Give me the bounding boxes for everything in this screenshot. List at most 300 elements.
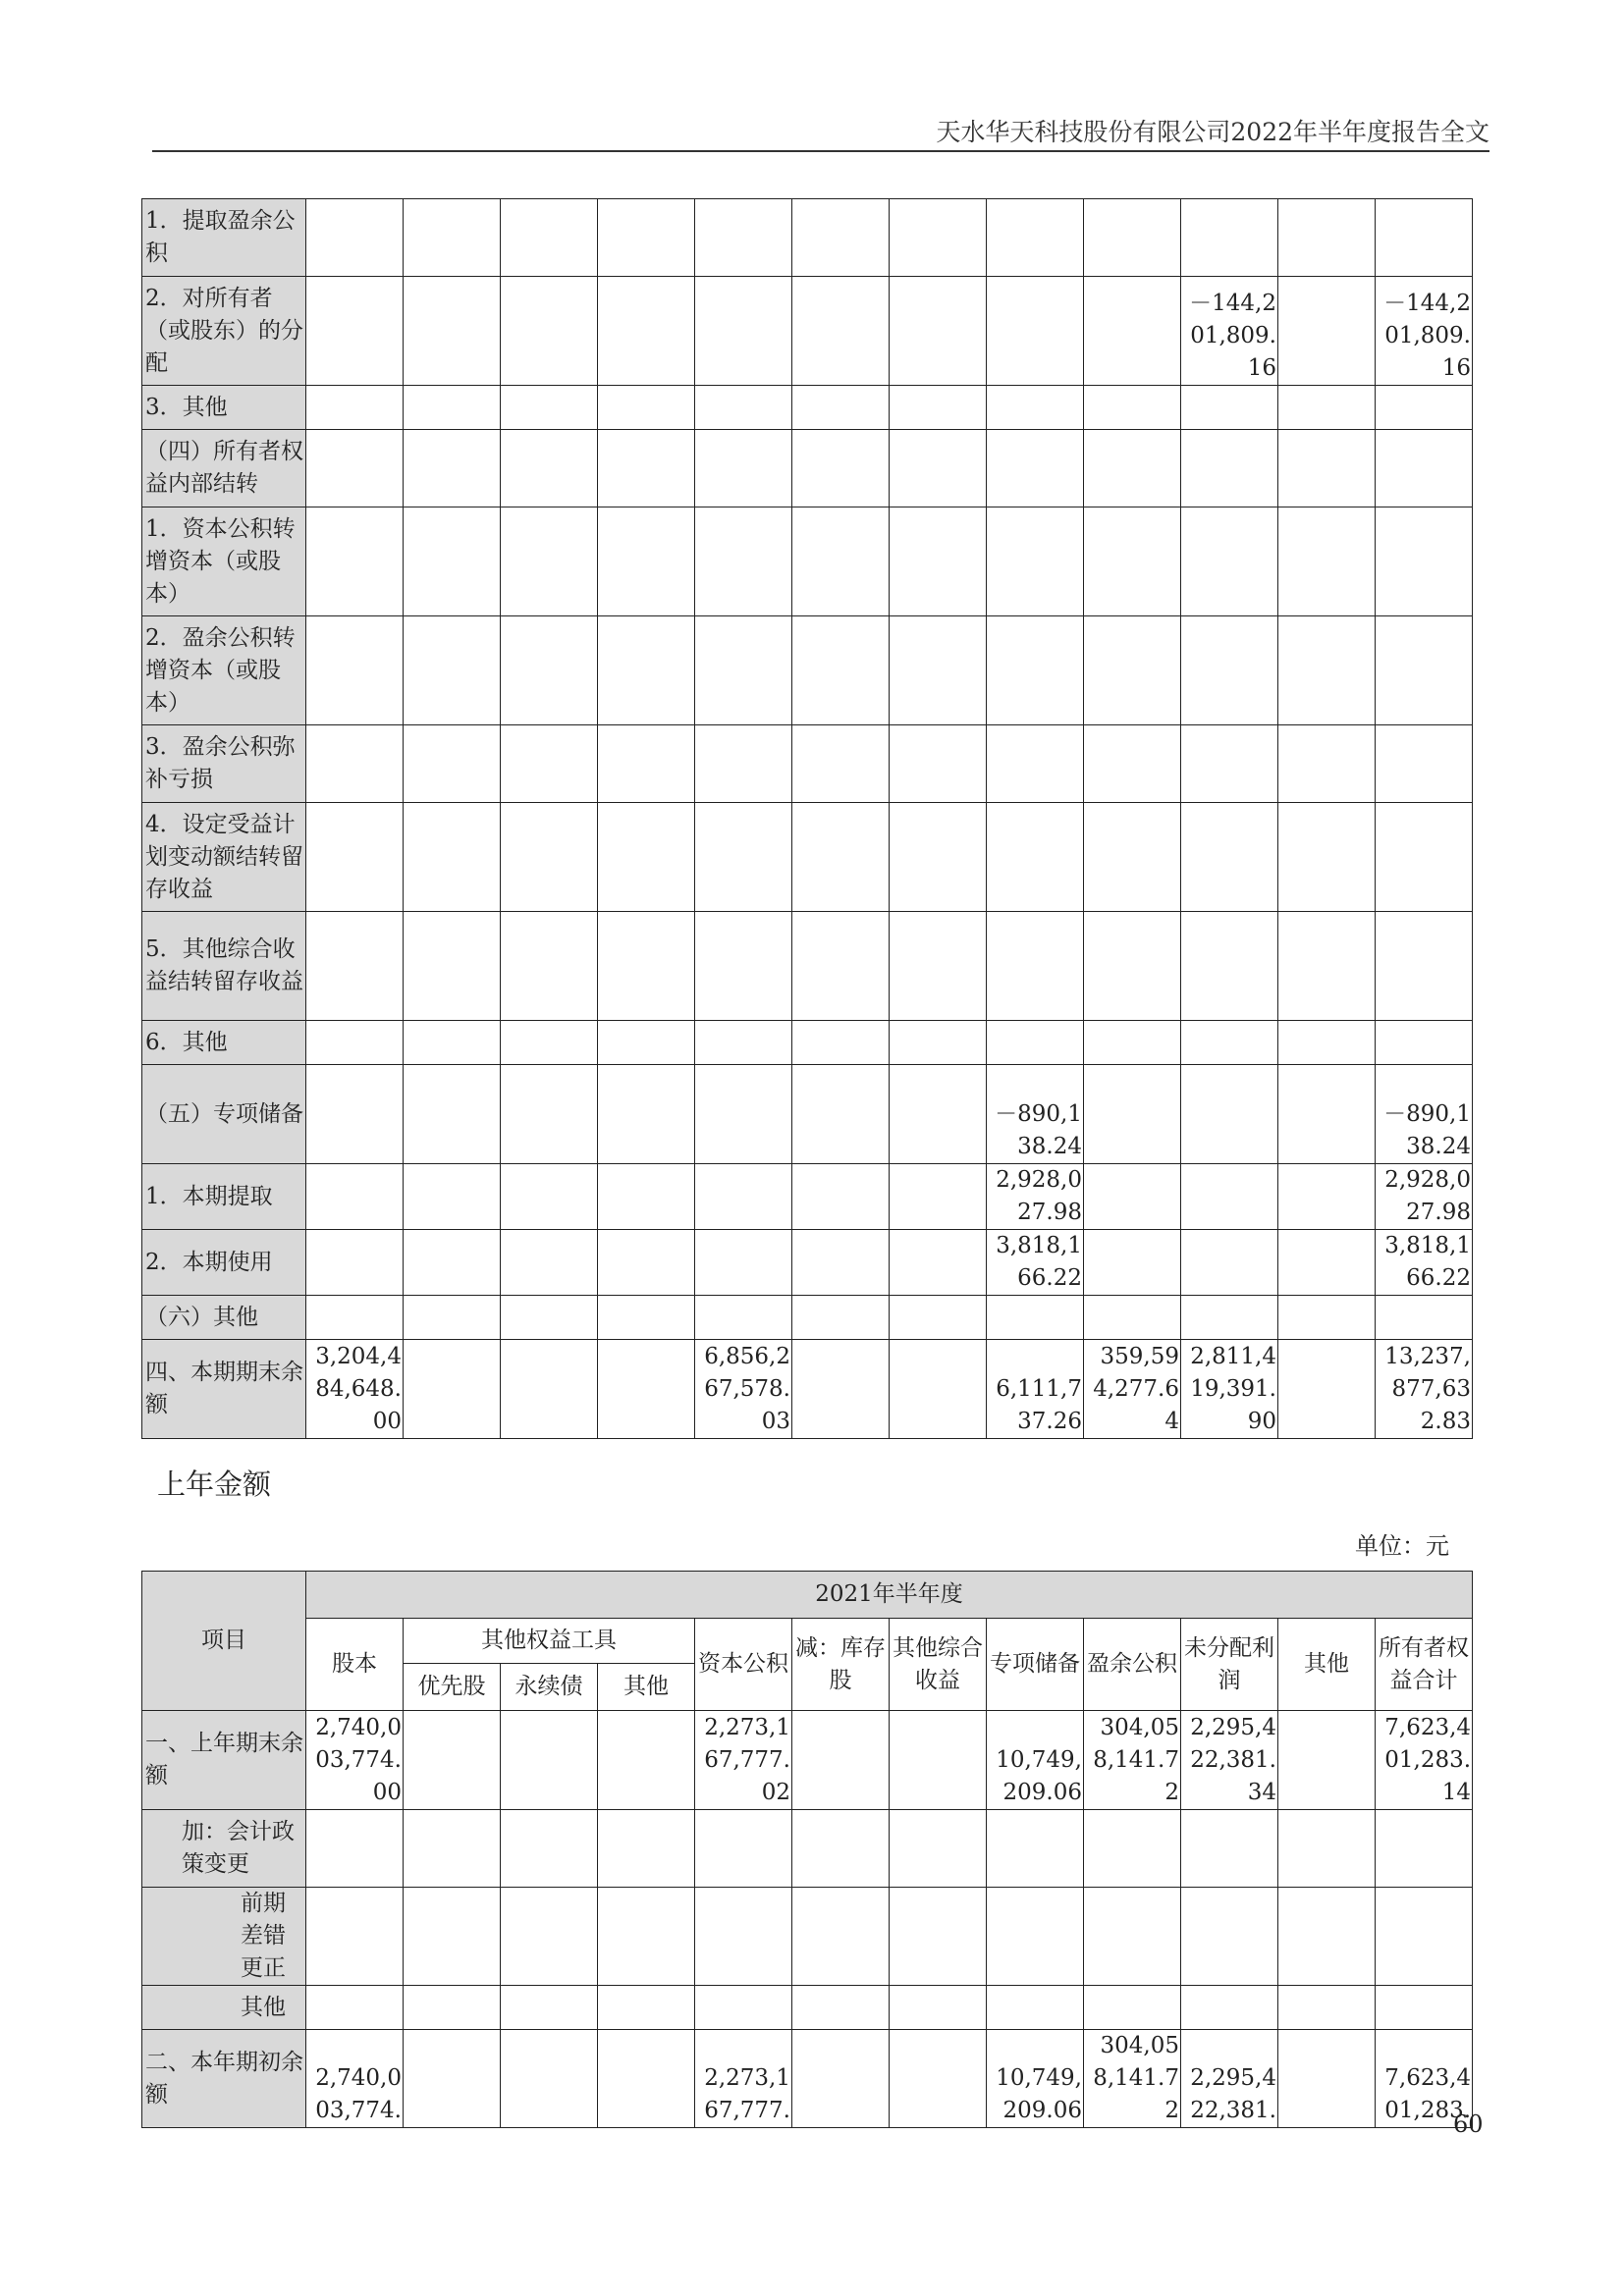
head-item: 项目 [142,1572,306,1711]
table-cell [987,1810,1084,1888]
table-cell [1278,803,1376,912]
table-cell [987,616,1084,725]
table-cell: 2,928,027.98 [987,1164,1084,1230]
table-cell [987,1021,1084,1065]
table-cell [306,912,404,1021]
table-cell [1084,1810,1181,1888]
table-cell [598,277,695,386]
table-cell [1376,803,1473,912]
table-row [142,1888,1473,1986]
table-cell [501,1986,598,2030]
table-row [142,1810,1473,1888]
table-cell [987,803,1084,912]
table-cell [404,725,501,803]
table1-body [142,199,1473,1439]
table-cell [404,430,501,507]
table-row [142,507,1473,616]
table-cell [695,725,792,803]
head-share-capital: 股本 [306,1619,404,1711]
table-cell [695,1065,792,1164]
table-cell [1181,1065,1278,1164]
table-row [142,1230,1473,1296]
table-cell [792,725,890,803]
table-cell [695,1986,792,2030]
table-cell [1376,725,1473,803]
table-cell [501,725,598,803]
table-cell [792,277,890,386]
table-row [142,803,1473,912]
table-cell: 2,273,167,777. [695,2030,792,2128]
table-cell [1376,1296,1473,1340]
table-row [142,199,1473,277]
table-cell [695,1810,792,1888]
page-number: 60 [1453,2110,1484,2138]
table-cell: 10,749,209.06 [987,1711,1084,1810]
header-rule [152,150,1489,152]
table-cell [1084,1164,1181,1230]
equity-changes-current-table [141,198,1473,1439]
table-cell [306,1230,404,1296]
table-cell [987,912,1084,1021]
table-cell: 7,623,401,283.14 [1376,1711,1473,1810]
table-cell [501,2030,598,2128]
table-cell: －144,201,809.16 [1181,277,1278,386]
table-row [142,430,1473,507]
table-cell [1376,386,1473,430]
table-cell [890,616,987,725]
table-cell [1181,386,1278,430]
table-cell [1181,616,1278,725]
table-cell [792,1164,890,1230]
prior-year-subtitle: 上年金额 [157,1468,272,1501]
table-cell [501,1230,598,1296]
table-cell [890,912,987,1021]
table-cell: 359,594,277.64 [1084,1340,1181,1439]
table-cell: 6,856,267,578.03 [695,1340,792,1439]
table-cell [890,1164,987,1230]
table-cell [598,1021,695,1065]
row-item-label: （四）所有者权益内部结转 [142,430,306,507]
table-cell [890,2030,987,2128]
row-item-label: 2．对所有者（或股东）的分配 [142,277,306,386]
row-item-label: 前期差错更正 [142,1888,306,1986]
table-cell [1084,1065,1181,1164]
table-cell [695,912,792,1021]
table-cell [404,1986,501,2030]
table-cell [404,803,501,912]
table-row [142,1296,1473,1340]
table-cell [1376,430,1473,507]
table-cell [598,1711,695,1810]
table-cell [598,386,695,430]
table-cell [404,1021,501,1065]
table-cell [306,725,404,803]
table-cell [987,277,1084,386]
table-cell [501,199,598,277]
table-cell [890,1810,987,1888]
row-item-label: （六）其他 [142,1296,306,1340]
table-cell [598,1340,695,1439]
table-cell [695,277,792,386]
table-cell [695,1164,792,1230]
row-item-label: 6．其他 [142,1021,306,1065]
table-cell [695,1296,792,1340]
table-cell [501,1164,598,1230]
table-cell [987,725,1084,803]
table-cell [792,1888,890,1986]
table-cell [1376,1888,1473,1986]
table-cell: 304,058,141.72 [1084,2030,1181,2128]
row-item-label: 1．提取盈余公积 [142,199,306,277]
table-cell: 13,237,877,632.83 [1376,1340,1473,1439]
table-cell [404,1296,501,1340]
table-cell [792,507,890,616]
table-cell [1181,1164,1278,1230]
table-cell [890,507,987,616]
table-cell [1278,1164,1376,1230]
table-cell [890,1711,987,1810]
table-cell [501,1065,598,1164]
table-row [142,616,1473,725]
table-cell [792,386,890,430]
head-oci: 其他综合收益 [890,1619,987,1711]
table-cell [792,2030,890,2128]
table-cell [306,1888,404,1986]
table-row [142,386,1473,430]
table-cell [792,1986,890,2030]
row-item-label: 3．盈余公积弥补亏损 [142,725,306,803]
table-cell [1084,725,1181,803]
table-cell [890,386,987,430]
table-cell [1376,507,1473,616]
table-row [142,277,1473,386]
table-cell [695,430,792,507]
table-cell [987,199,1084,277]
table-cell [1376,912,1473,1021]
table-cell [598,2030,695,2128]
table-cell: 10,749,209.06 [987,2030,1084,2128]
table-cell [404,1810,501,1888]
table-cell [1181,1888,1278,1986]
table-cell [792,616,890,725]
row-item-label: 二、本年期初余额 [142,2030,306,2128]
table-cell [598,725,695,803]
table-cell [1084,1888,1181,1986]
table-cell [501,1340,598,1439]
table-cell [598,616,695,725]
table-cell [1278,1230,1376,1296]
table-cell [792,1810,890,1888]
table-cell [1181,725,1278,803]
table-cell [1278,199,1376,277]
table-cell [1278,1986,1376,2030]
row-item-label: 加：会计政策变更 [142,1810,306,1888]
table-cell [598,1065,695,1164]
table-cell: －890,138.24 [1376,1065,1473,1164]
table-cell [306,1296,404,1340]
table-cell [695,1888,792,1986]
table-cell [1181,1810,1278,1888]
table-cell [1084,912,1181,1021]
table-cell [987,1296,1084,1340]
table-cell [404,2030,501,2128]
table-cell [1278,1296,1376,1340]
table-cell [987,1888,1084,1986]
table-cell [1278,1340,1376,1439]
table-cell [404,912,501,1021]
table-cell [598,1164,695,1230]
table-row [142,2030,1473,2128]
row-item-label: 1．资本公积转增资本（或股本） [142,507,306,616]
table-cell [1084,616,1181,725]
table-cell [792,1711,890,1810]
table-cell [890,277,987,386]
table-cell [306,507,404,616]
table-cell [306,616,404,725]
table-cell [1084,507,1181,616]
table-cell [1278,616,1376,725]
table-cell: 2,295,422,381. [1181,2030,1278,2128]
table-cell [501,1888,598,1986]
row-item-label: 4．设定受益计划变动额结转留存收益 [142,803,306,912]
table-cell [404,1340,501,1439]
table-cell [501,616,598,725]
table-cell [598,1986,695,2030]
table-cell [1084,1986,1181,2030]
table-cell [792,803,890,912]
table-cell [306,1164,404,1230]
head-period: 2021年半年度 [306,1572,1473,1619]
table-cell [792,1021,890,1065]
table-cell: 2,811,419,391.90 [1181,1340,1278,1439]
table-cell [792,1230,890,1296]
head-perpetual: 永续债 [501,1664,598,1711]
table-cell: 2,928,027.98 [1376,1164,1473,1230]
table-cell [890,430,987,507]
table-row [142,1340,1473,1439]
table-cell [792,1065,890,1164]
table-cell [306,199,404,277]
table-cell [501,1021,598,1065]
table2-body [142,1711,1473,2128]
table-cell [890,1065,987,1164]
table-cell: －144,201,809.16 [1376,277,1473,386]
report-header-title: 天水华天科技股份有限公司2022年半年度报告全文 [936,118,1489,146]
table-cell: －890,138.24 [987,1065,1084,1164]
table-cell [695,199,792,277]
table-cell [501,803,598,912]
table-cell [1278,507,1376,616]
table-cell [1278,1021,1376,1065]
table-cell [695,803,792,912]
table-cell: 7,623,401,283. [1376,2030,1473,2128]
table-cell [501,912,598,1021]
table-cell [1278,1711,1376,1810]
table-cell: 3,818,166.22 [1376,1230,1473,1296]
table-cell [695,1230,792,1296]
table-cell [1181,1296,1278,1340]
table-cell [695,1021,792,1065]
table-cell [306,430,404,507]
table-cell [890,1986,987,2030]
table-cell [1084,1296,1181,1340]
table-cell [598,1888,695,1986]
table-cell [987,507,1084,616]
table-cell: 2,295,422,381.34 [1181,1711,1278,1810]
table-cell [792,199,890,277]
table-cell [598,199,695,277]
row-item-label: 四、本期期末余额 [142,1340,306,1439]
table-cell [1376,1021,1473,1065]
head-treasury: 减：库存股 [792,1619,890,1711]
head-special-reserve: 专项储备 [987,1619,1084,1711]
table-cell: 3,204,484,648.00 [306,1340,404,1439]
row-item-label: 其他 [142,1986,306,2030]
table-cell [404,1230,501,1296]
table-row [142,1164,1473,1230]
table-cell: 2,273,167,777.02 [695,1711,792,1810]
row-item-label: 1．本期提取 [142,1164,306,1230]
table-cell [1181,430,1278,507]
table-cell [306,1986,404,2030]
table-cell [1084,199,1181,277]
table-cell: 304,058,141.72 [1084,1711,1181,1810]
table-cell [1181,912,1278,1021]
table-cell [1181,1230,1278,1296]
table-cell [1376,1986,1473,2030]
table-cell [1278,386,1376,430]
table-cell [404,277,501,386]
table-cell [987,430,1084,507]
table-cell [1278,277,1376,386]
table-cell [695,616,792,725]
table-row [142,1065,1473,1164]
table-cell [1278,912,1376,1021]
table-cell [1278,725,1376,803]
table-cell [890,725,987,803]
table-cell [404,1711,501,1810]
table-cell: 6,111,737.26 [987,1340,1084,1439]
row-item-label: 3．其他 [142,386,306,430]
table-cell [1278,2030,1376,2128]
table-cell [306,1810,404,1888]
table-cell [890,1888,987,1986]
row-item-label: 2．盈余公积转增资本（或股本） [142,616,306,725]
table-cell [404,1065,501,1164]
table-row [142,1021,1473,1065]
table-cell [1376,199,1473,277]
equity-changes-prior-table [141,1571,1473,2128]
head-other-instr: 其他 [598,1664,695,1711]
table-cell [598,1230,695,1296]
table-cell [306,1021,404,1065]
table-cell [792,912,890,1021]
table-cell: 3,818,166.22 [987,1230,1084,1296]
table-cell: 2,740,003,774.00 [306,1711,404,1810]
table-cell [1278,1065,1376,1164]
table-row [142,912,1473,1021]
table-cell [1278,1888,1376,1986]
table-row [142,725,1473,803]
table-cell [306,277,404,386]
row-item-label: 5．其他综合收益结转留存收益 [142,912,306,1021]
head-total: 所有者权益合计 [1376,1619,1473,1711]
head-preferred: 优先股 [404,1664,501,1711]
table-cell [695,386,792,430]
table-cell [404,386,501,430]
row-item-label: （五）专项储备 [142,1065,306,1164]
table-cell [598,507,695,616]
table-cell [792,1340,890,1439]
table-cell [1278,430,1376,507]
table-cell [890,1230,987,1296]
table-cell [1084,277,1181,386]
table-cell [1084,430,1181,507]
table-cell [404,507,501,616]
table-row [142,1711,1473,1810]
table-cell [598,430,695,507]
table-cell [987,386,1084,430]
table-cell [306,1065,404,1164]
table-cell [501,430,598,507]
table-cell [404,616,501,725]
table-cell [890,199,987,277]
table-cell [501,1810,598,1888]
table-cell [890,803,987,912]
head-undistributed: 未分配利润 [1181,1619,1278,1711]
table-cell [792,1296,890,1340]
table-cell [1181,507,1278,616]
table-cell [306,386,404,430]
table-cell [1181,1021,1278,1065]
unit-label: 单位：元 [1355,1532,1449,1560]
row-item-label: 一、上年期末余额 [142,1711,306,1810]
table-cell [404,1164,501,1230]
head-other-equity: 其他权益工具 [404,1619,695,1664]
table-row [142,1986,1473,2030]
row-item-label: 2．本期使用 [142,1230,306,1296]
table-cell [501,1296,598,1340]
head-capital-reserve: 资本公积 [695,1619,792,1711]
table-cell [1278,1810,1376,1888]
table-cell [792,430,890,507]
head-other: 其他 [1278,1619,1376,1711]
table-cell [890,1296,987,1340]
table-cell [695,507,792,616]
head-surplus-reserve: 盈余公积 [1084,1619,1181,1711]
table-cell [1084,803,1181,912]
table-cell [598,1296,695,1340]
table-cell [501,386,598,430]
table-cell [890,1021,987,1065]
table-cell [501,507,598,616]
table-cell [890,1340,987,1439]
table-cell [1376,616,1473,725]
table-cell [598,803,695,912]
table-cell [306,803,404,912]
table-cell [1084,1021,1181,1065]
table-cell [1084,1230,1181,1296]
table-cell [598,1810,695,1888]
table-cell [1181,1986,1278,2030]
table-cell [1181,199,1278,277]
table-cell [1376,1810,1473,1888]
table-cell [987,1986,1084,2030]
table-cell [598,912,695,1021]
table-cell [1084,386,1181,430]
table-cell [1181,803,1278,912]
table-cell: 2,740,003,774. [306,2030,404,2128]
